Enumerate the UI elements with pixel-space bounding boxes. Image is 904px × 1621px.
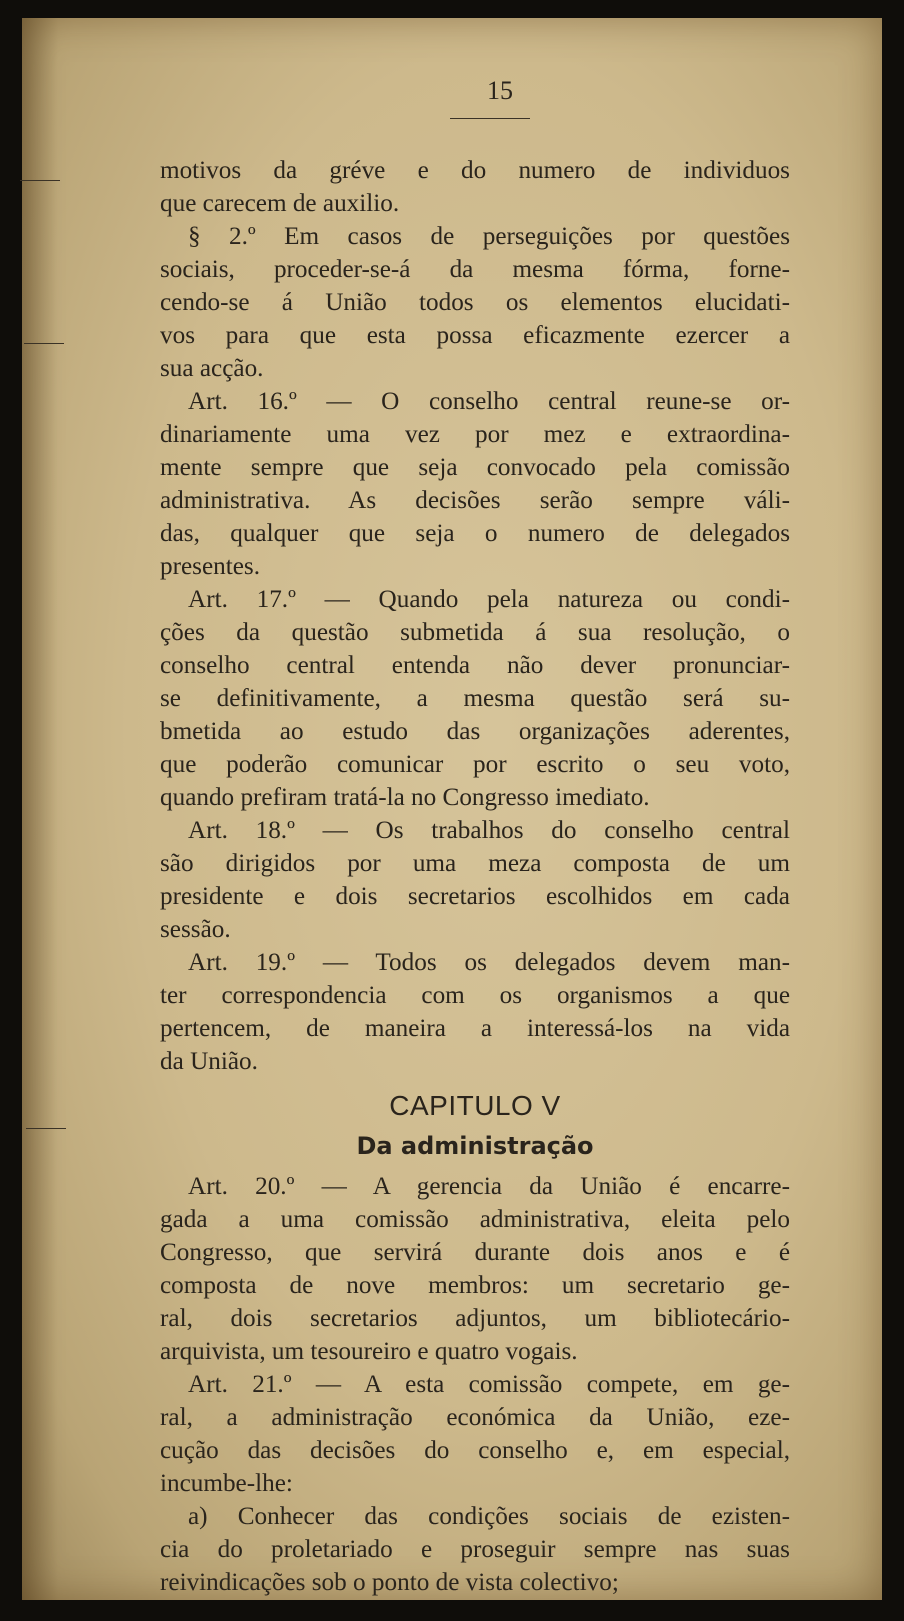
text-line: que poderão comunicar por escrito o seu voto, — [160, 751, 790, 778]
text-block-articles — [160, 154, 790, 1078]
body-text — [160, 154, 790, 1599]
text-line: ral, dois secretarios adjuntos, um bibliotecário- — [160, 1305, 790, 1332]
text-line: ral, a administração económica da União, eze- — [160, 1404, 790, 1431]
text-line: Art. 21.º — A esta comissão compete, em ge- — [188, 1371, 790, 1398]
page-gutter — [22, 18, 58, 1600]
text-line: reivindicações sob o ponto de vista colectivo; — [160, 1569, 619, 1596]
text-line: são dirigidos por uma meza composta de um — [160, 850, 790, 877]
text-line: bmetida ao estudo das organizações aderentes, — [160, 718, 790, 745]
text-line: ter correspondencia com os organismos a que — [160, 982, 790, 1009]
text-line: Congresso, que servirá durante dois anos e é — [160, 1239, 790, 1266]
section-title: Da administração — [356, 1132, 594, 1160]
text-line: Art. 16.º — O conselho central reune-se or- — [188, 388, 790, 415]
margin-mark — [24, 343, 64, 344]
text-line: da União. — [160, 1048, 258, 1075]
text-line: § 2.º Em casos de perseguições por questões — [188, 223, 790, 250]
text-line: Art. 20.º — A gerencia da União é encarre- — [188, 1173, 790, 1200]
margin-mark — [26, 1128, 66, 1129]
text-line: Art. 19.º — Todos os delegados devem man- — [188, 949, 790, 976]
text-line: pertencem, de maneira a interessá-los na vida — [160, 1015, 790, 1042]
text-line: dinariamente uma vez por mez e extraordina- — [160, 421, 790, 448]
text-line: gada a uma comissão administrativa, eleita pelo — [160, 1206, 790, 1233]
text-line: presentes. — [160, 553, 261, 580]
text-line: motivos da gréve e do numero de individuos — [160, 157, 790, 184]
text-line: se definitivamente, a mesma questão será su- — [160, 685, 790, 712]
text-line: quando prefiram tratá-la no Congresso imediato. — [160, 784, 650, 811]
margin-mark — [20, 180, 60, 181]
text-line: arquivista, um tesoureiro e quatro vogais. — [160, 1338, 578, 1365]
chapter-title: CAPITULO V — [389, 1090, 561, 1121]
text-line: presidente e dois secretarios escolhidos em cada — [160, 883, 790, 910]
text-block-administration — [160, 1170, 790, 1599]
text-line: vos para que esta possa eficazmente ezercer a — [160, 322, 790, 349]
text-line: sua acção. — [160, 355, 264, 382]
text-line: composta de nove membros: um secretario ge- — [160, 1272, 790, 1299]
text-line: administrativa. As decisões serão sempre váli- — [160, 487, 790, 514]
text-line: cendo-se á União todos os elementos elucidati- — [160, 289, 790, 316]
text-line: mente sempre que seja convocado pela comissão — [160, 454, 790, 481]
book-page — [22, 18, 882, 1600]
text-line: sessão. — [160, 916, 231, 943]
text-line: cia do proletariado e proseguir sempre nas suas — [160, 1536, 790, 1563]
page-number-rule — [450, 118, 530, 119]
text-line: Art. 17.º — Quando pela natureza ou condi- — [188, 586, 790, 613]
text-line: incumbe-lhe: — [160, 1470, 293, 1497]
page-number: 15 — [487, 76, 513, 105]
text-line: Art. 18.º — Os trabalhos do conselho central — [188, 817, 790, 844]
text-line: a) Conhecer das condições sociais de ezisten- — [188, 1503, 790, 1530]
text-line: das, qualquer que seja o numero de delegados — [160, 520, 790, 547]
text-line: sociais, proceder-se-á da mesma fórma, forne- — [160, 256, 790, 283]
text-line: ções da questão submetida á sua resolução, o — [160, 619, 790, 646]
text-line: cução das decisões do conselho e, em especial, — [160, 1437, 790, 1464]
text-line: que carecem de auxilio. — [160, 190, 400, 217]
text-line: conselho central entenda não dever pronunciar- — [160, 652, 790, 679]
